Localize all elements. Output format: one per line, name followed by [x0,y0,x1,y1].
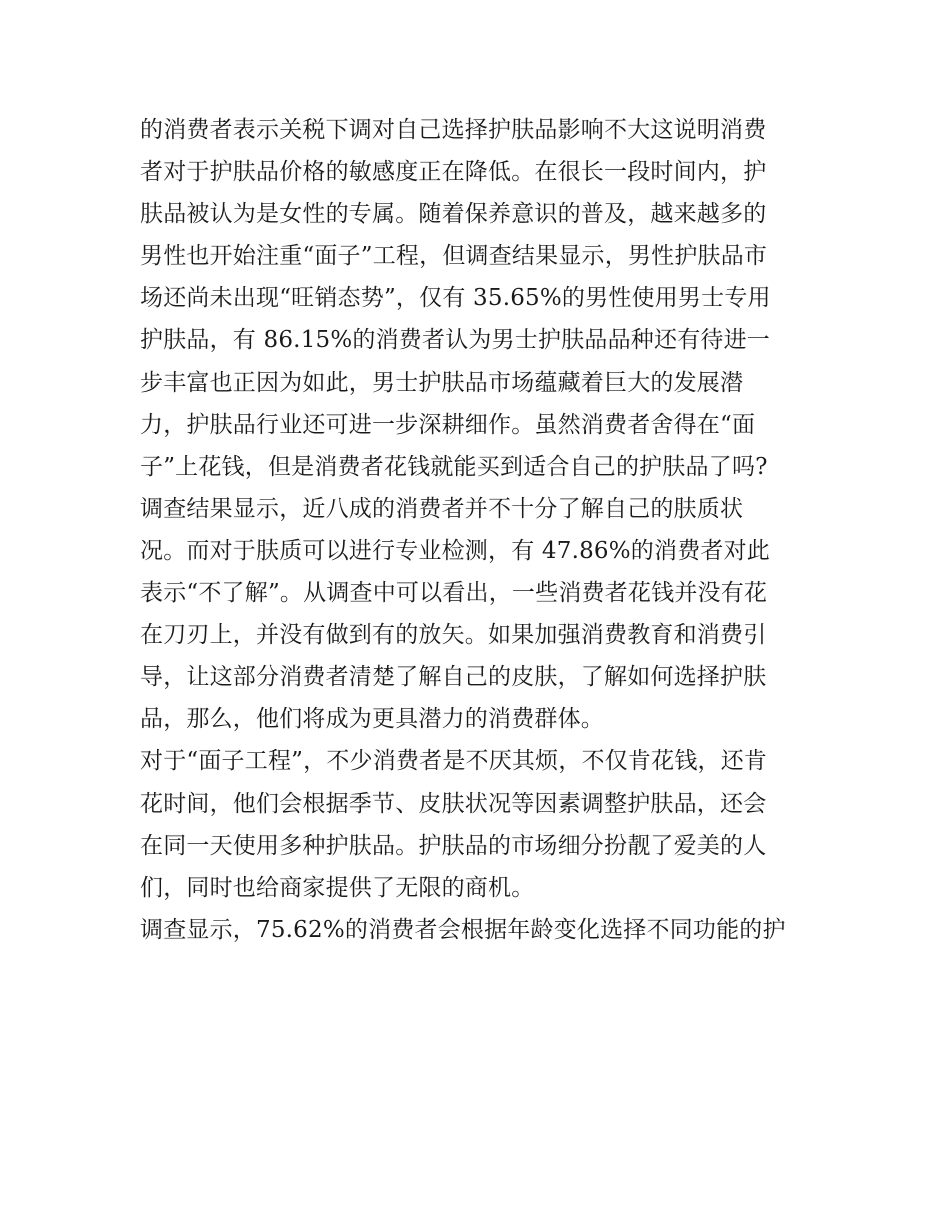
body-text [140,109,820,951]
text-line: 的消费者表示关税下调对自己选择护肤品影响不大这说明消费 [140,117,767,143]
text-line: 导，让这部分消费者清楚了解自己的皮肤，了解如何选择护肤 [140,664,767,691]
text-line: 护肤品，有 86.15%的消费者认为男士护肤品品种还有待进一 [140,327,771,354]
text-line: 子”上花钱，但是消费者花钱就能买到适合自己的护肤品了吗? [140,453,768,480]
text-line: 步丰富也正因为如此，男士护肤品市场蕴藏着巨大的发展潜 [140,369,744,396]
text-line: 调查结果显示，近八成的消费者并不十分了解自己的肤质状 [140,495,744,522]
text-line: 场还尚未出现“旺销态势”，仅有 35.65%的男性使用男士专用 [140,285,771,312]
text-line: 表示“不了解”。从调查中可以看出，一些消费者花钱并没有花 [140,580,768,607]
text-line: 对于“面子工程”，不少消费者是不厌其烦，不仅肯花钱，还肯 [140,748,768,775]
text-line: 调查显示，75.62%的消费者会根据年龄变化选择不同功能的护 [140,916,786,943]
text-line: 肤品被认为是女性的专属。随着保养意识的普及，越来越多的 [140,201,767,228]
text-line: 在刀刃上，并没有做到有的放矢。如果加强消费教育和消费引 [140,622,767,649]
text-line: 者对于护肤品价格的敏感度正在降低。在很长一段时间内，护 [140,159,767,186]
text-line: 况。而对于肤质可以进行专业检测，有 47.86%的消费者对此 [140,537,771,564]
text-line: 花时间，他们会根据季节、皮肤状况等因素调整护肤品，还会 [140,790,767,817]
text-line: 们，同时也给商家提供了无限的商机。 [140,874,535,901]
text-line: 品，那么，他们将成为更具潜力的消费群体。 [140,706,604,733]
text-line: 在同一天使用多种护肤品。护肤品的市场细分扮靓了爱美的人 [140,832,767,859]
text-line: 男性也开始注重“面子”工程，但调查结果显示，男性护肤品市 [140,243,768,270]
text-line: 力，护肤品行业还可进一步深耕细作。虽然消费者舍得在“面 [140,411,756,438]
